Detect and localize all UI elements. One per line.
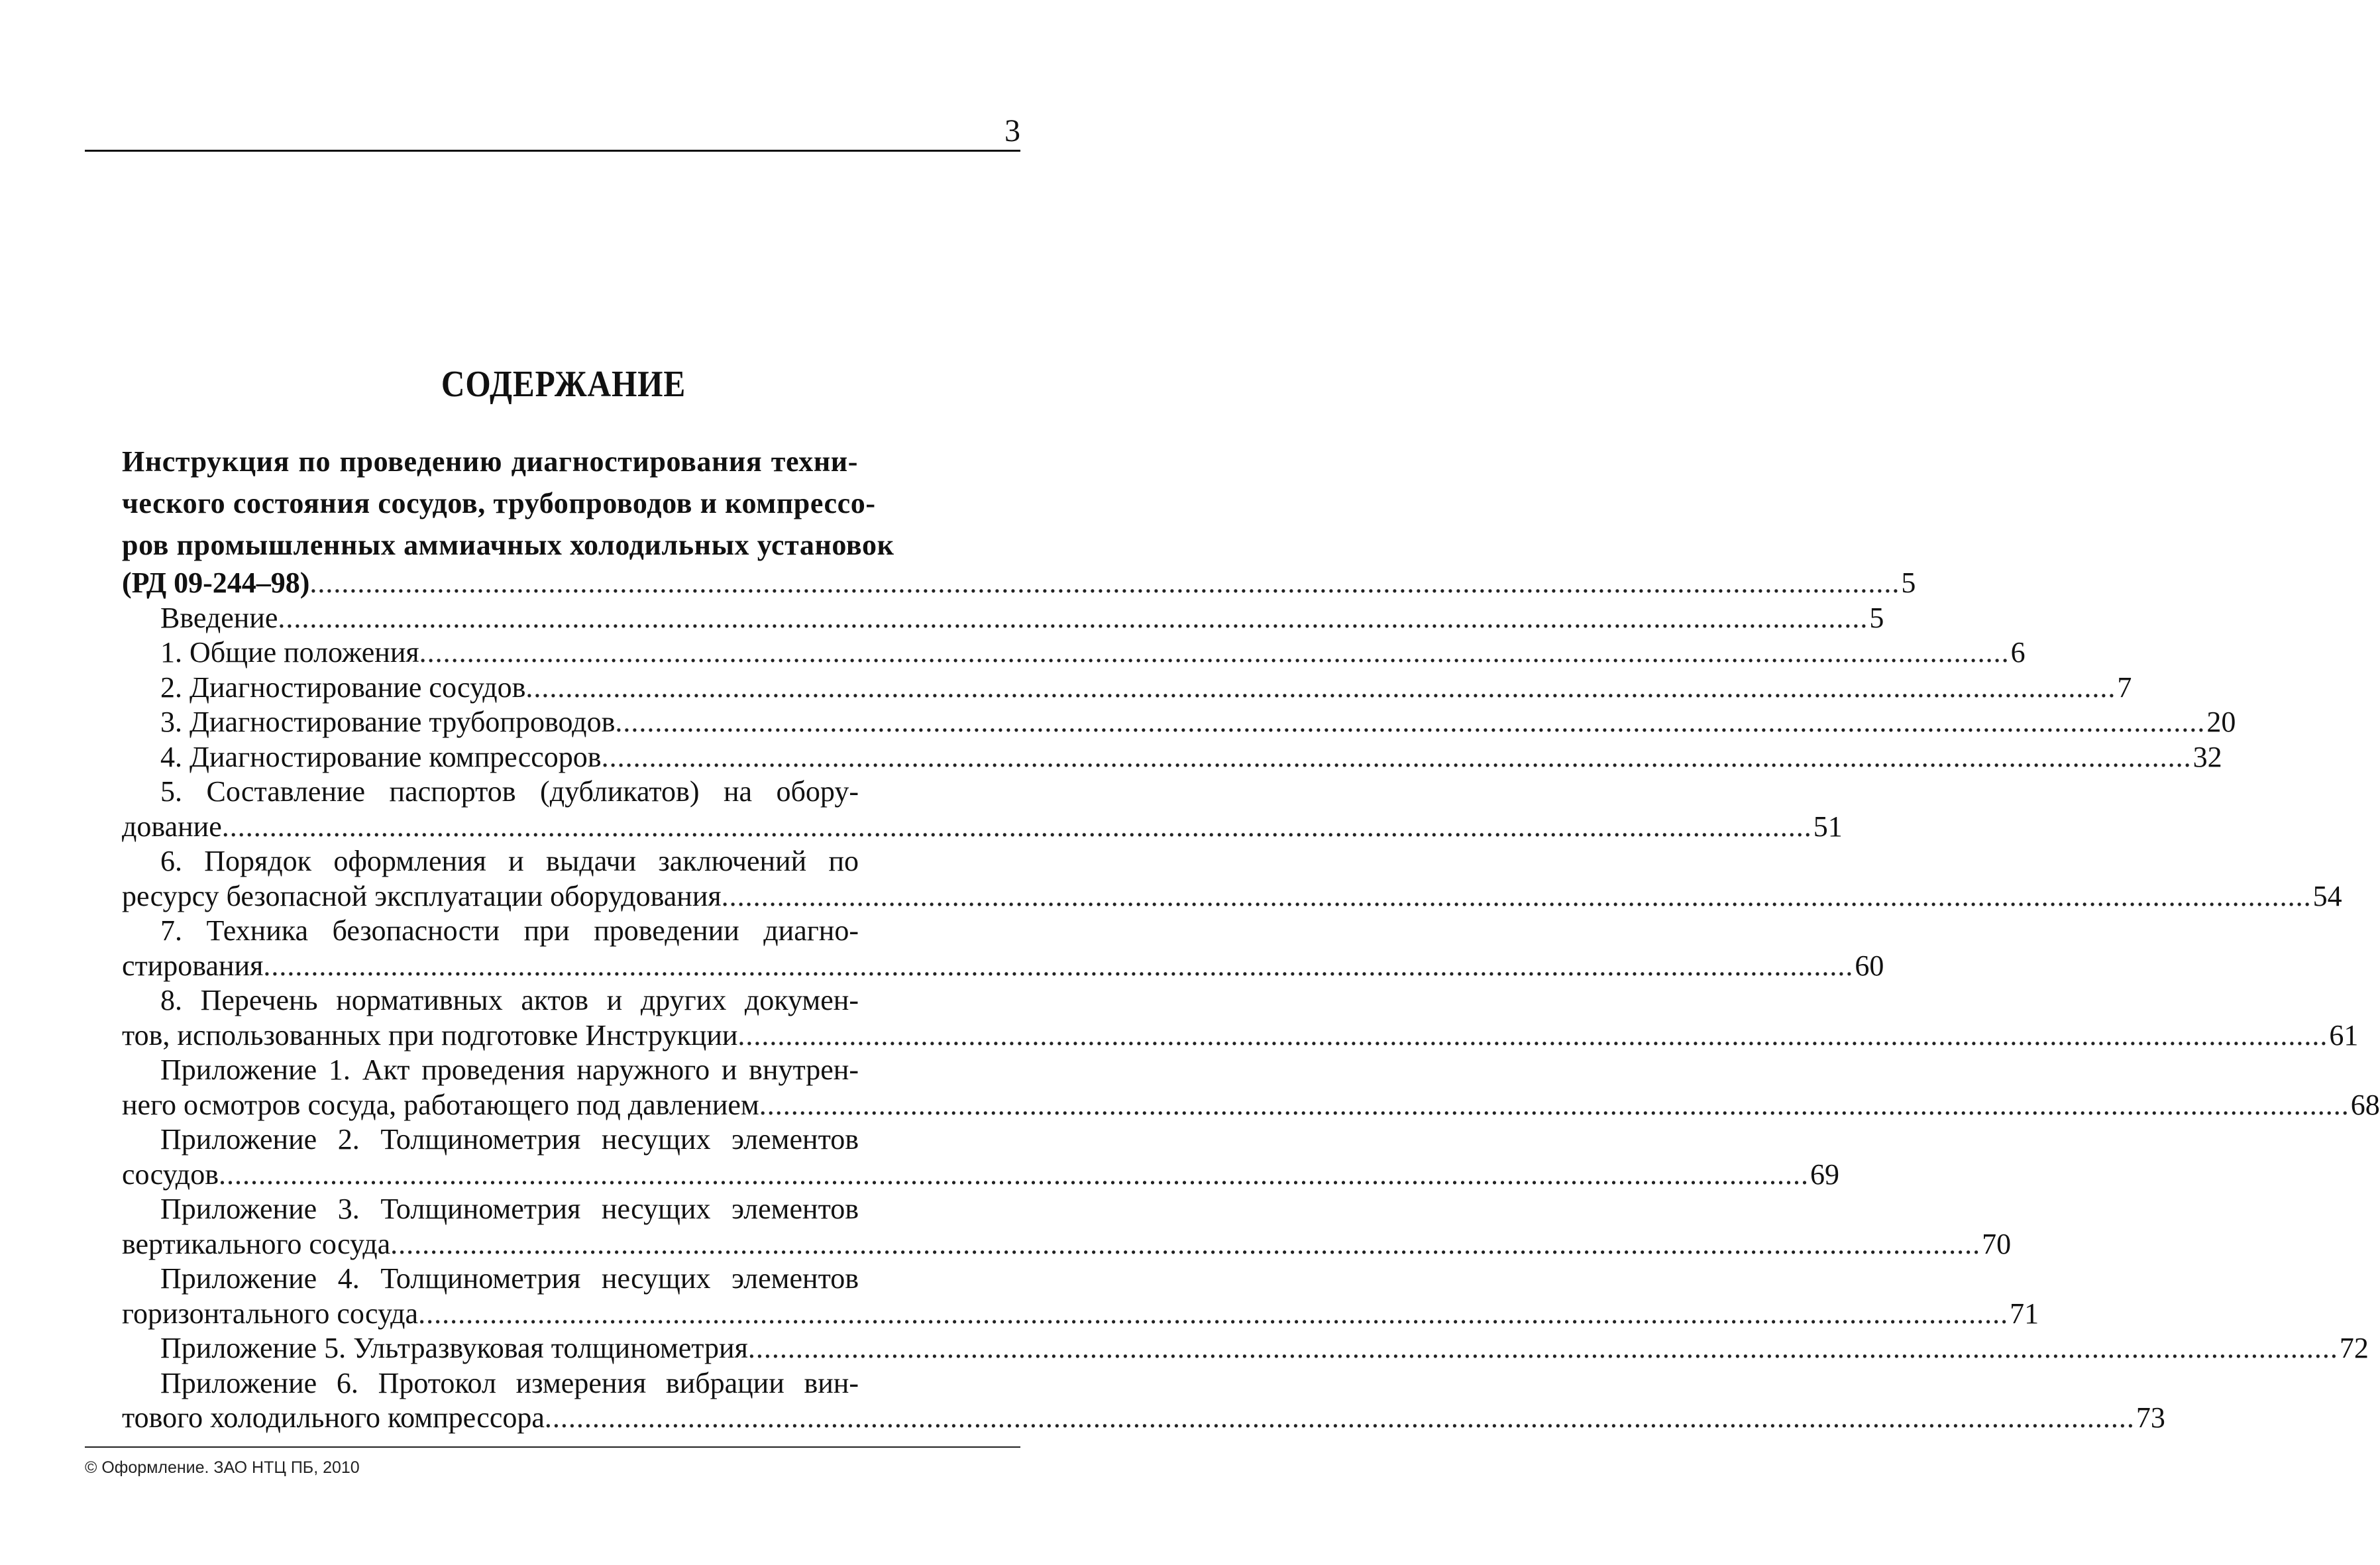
toc-page-number: 5 <box>1869 601 1884 634</box>
dot-leader: ........................................................................................................................................................................................................ <box>418 1297 2009 1330</box>
toc-page-number: 60 <box>1855 949 1884 982</box>
toc-entry-label: вертикального сосуда <box>122 1227 391 1260</box>
toc-entry-line: Приложение 3. Толщинометрия несущих элементов <box>160 1193 859 1225</box>
toc-page-number: 73 <box>2136 1401 2165 1434</box>
toc-page-number: 72 <box>2339 1332 2369 1364</box>
toc-page-number: 69 <box>1810 1158 1839 1191</box>
dot-leader: ........................................................................................................................................................................................................ <box>544 1401 2135 1434</box>
toc-entry[interactable] <box>122 635 2026 671</box>
toc-entry-label: ресурсу безопасной эксплуатации оборудования <box>122 879 722 912</box>
dot-leader: ........................................................................................................................................................................................................ <box>721 879 2312 912</box>
toc-page-number: 61 <box>2329 1018 2359 1052</box>
toc-entry-line: 7. Техника безопасности при проведении диагно- <box>160 914 859 947</box>
toc-entry-line: Приложение 6. Протокол измерения вибрации вин- <box>160 1366 859 1399</box>
toc-entry-label: стирования <box>122 949 264 982</box>
toc-entry[interactable] <box>122 705 2236 740</box>
dot-leader: ........................................................................................................................................................................................................ <box>221 810 1812 843</box>
header-rule <box>85 150 1020 152</box>
toc-page-number: 51 <box>1813 810 1843 843</box>
toc-entry-label: сосудов <box>122 1158 219 1191</box>
toc-entry[interactable] <box>122 1297 2039 1332</box>
page-number: 3 <box>1004 113 1020 148</box>
dot-leader: ........................................................................................................................................................................................................ <box>759 1088 2350 1121</box>
dot-leader: ........................................................................................................................................................................................................ <box>525 671 2116 704</box>
toc-entry-label: горизонтального сосуда <box>122 1297 419 1330</box>
dot-leader: ........................................................................................................................................................................................................ <box>615 706 2206 738</box>
toc-entry-label: 2. Диагностирование сосудов <box>160 671 526 704</box>
dot-leader: ........................................................................................................................................................................................................ <box>218 1158 1809 1191</box>
toc-entry[interactable] <box>122 1331 2369 1366</box>
toc-entry-line: Приложение 2. Толщинометрия несущих элементов <box>160 1123 859 1156</box>
table-of-contents <box>122 441 2380 1436</box>
toc-page-number: 6 <box>2010 636 2026 669</box>
toc-entry-label: тового холодильного компрессора <box>122 1401 545 1434</box>
toc-heading-line: ческого состояния сосудов, трубопроводов и компрессо- <box>122 487 876 519</box>
toc-heading-entry[interactable] <box>122 566 1916 601</box>
dot-leader: ........................................................................................................................................................................................................ <box>278 601 1868 634</box>
toc-page-number: 20 <box>2206 706 2236 738</box>
toc-entry-label: 1. Общие положения <box>160 636 419 669</box>
toc-entry-line: Приложение 1. Акт проведения наружного и внутрен- <box>160 1053 859 1086</box>
footer-rule <box>85 1446 1020 1448</box>
toc-page-number: 70 <box>1982 1227 2012 1260</box>
toc-entry-label: дование <box>122 810 222 843</box>
toc-entry-line: Приложение 4. Толщинометрия несущих элементов <box>160 1262 859 1295</box>
toc-entry-label: него осмотров сосуда, работающего под давлением <box>122 1088 759 1121</box>
toc-entry-label: Приложение 5. Ультразвуковая толщинометрия <box>160 1332 748 1364</box>
toc-page-number: 68 <box>2350 1088 2380 1121</box>
toc-entry-line: 5. Составление паспортов (дубликатов) на обору- <box>160 775 859 808</box>
dot-leader: ........................................................................................................................................................................................................ <box>263 949 1854 982</box>
toc-page-number: 54 <box>2312 879 2342 912</box>
toc-heading-line: ров промышленных аммиачных холодильных установок <box>122 529 894 561</box>
toc-entry-label: 4. Диагностирование компрессоров <box>160 740 602 773</box>
toc-entry-label: тов, использованных при подготовке Инструкции <box>122 1018 738 1052</box>
dot-leader: ........................................................................................................................................................................................................ <box>601 740 2192 773</box>
toc-entry[interactable] <box>122 810 1843 845</box>
toc-entry[interactable] <box>122 879 2342 914</box>
toc-entry-label: Введение <box>160 601 278 634</box>
toc-entry[interactable] <box>122 1227 2012 1262</box>
toc-entry[interactable] <box>122 1018 2359 1053</box>
toc-title: СОДЕРЖАНИЕ <box>441 364 686 405</box>
toc-entry-line: 6. Порядок оформления и выдачи заключений по <box>160 845 859 877</box>
toc-entry[interactable] <box>122 601 1884 636</box>
toc-entry[interactable] <box>122 740 2222 775</box>
toc-page-number: 71 <box>2010 1297 2039 1330</box>
dot-leader: ........................................................................................................................................................................................................ <box>419 636 2010 669</box>
dot-leader: ........................................................................................................................................................................................................ <box>390 1227 1981 1260</box>
dot-leader: ........................................................................................................................................................................................................ <box>747 1332 2338 1364</box>
toc-entry[interactable] <box>122 1158 1839 1193</box>
toc-page-number: 7 <box>2117 671 2132 704</box>
toc-entry[interactable] <box>122 1088 2380 1123</box>
toc-entry[interactable] <box>122 671 2132 706</box>
toc-heading-line: Инструкция по проведению диагностирования техни- <box>122 445 858 478</box>
toc-entry[interactable] <box>122 1401 2165 1436</box>
dot-leader: ........................................................................................................................................................................................................ <box>309 567 1900 599</box>
dot-leader: ........................................................................................................................................................................................................ <box>737 1018 2328 1052</box>
toc-entry-label: 3. Диагностирование трубопроводов <box>160 706 616 738</box>
toc-page-number: 5 <box>1901 567 1916 599</box>
toc-page-number: 32 <box>2192 740 2222 773</box>
toc-heading-last-line: (РД 09-244–98) <box>122 567 310 599</box>
copyright-footer: © Оформление. ЗАО НТЦ ПБ, 2010 <box>85 1458 360 1477</box>
toc-entry[interactable] <box>122 949 1884 984</box>
toc-entry-line: 8. Перечень нормативных актов и других докумен- <box>160 984 859 1016</box>
